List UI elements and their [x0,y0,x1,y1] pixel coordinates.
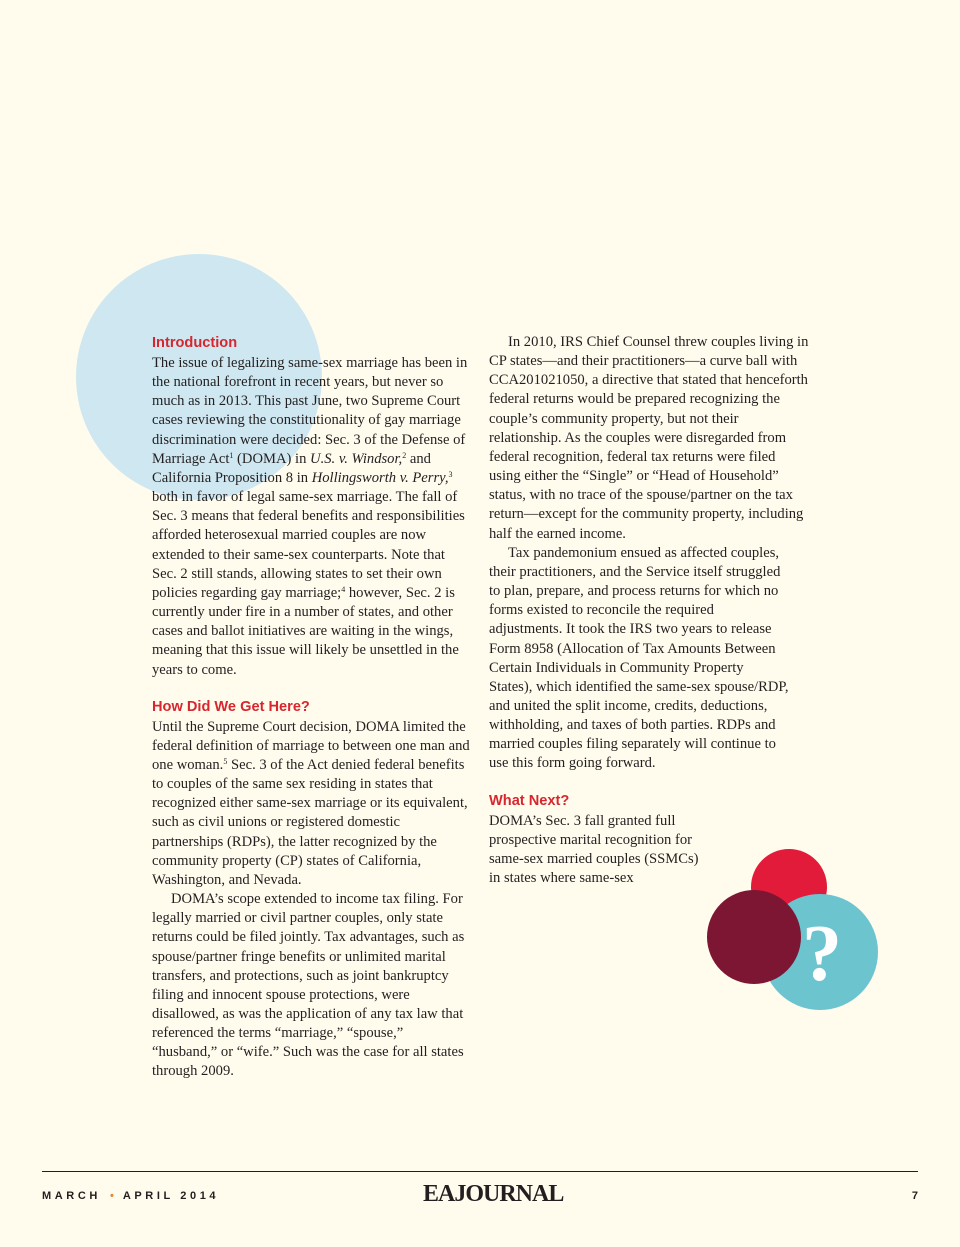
footer-divider [42,1171,918,1172]
case-windsor: U.S. v. Windsor, [310,450,403,467]
how-paragraph-1: Until the Supreme Court decision, DOMA limited the federal definition of marriage to between one man and one woman.$^5$ Sec. 3 of the Act denied federal benefits to couples of the same sex residing in states that recognized either same-sex marriage or its equivalent, such as civil unions or registered domestic partnerships (RDPs), the latter recognized by the community property (CP) states of California, Washington, and Nevada. [152,718,470,888]
section-heading-how: How Did We Get Here? [152,698,310,715]
question-mark-icon: ? [802,910,842,998]
case-perry: Hollingsworth v. Perry, [311,469,449,486]
intro-paragraph: The issue of legalizing same-sex marriage has been in the national forefront in recent years, but never so much as in 2013. This past June, two Supreme Court cases reviewing the constitutionality of gay marriage discrimination were decided: Sec. 3 of the Defense of Marriage Act$^1$ (DOMA) in U.S. v. Windsor,$^2$ and California Proposition 8 in Hollingsworth v. Perry,$^3$ both in favor of legal same-sex marriage. The fall of Sec. 3 means that federal benefits and responsibilities afforded heterosexual married couples are now extended to their same-sex counterparts. Note that Sec. 2 still stands, allowing states to set their own policies regarding gay marriage;$^4$ however, Sec. 2 is currently under fire in a number of states, and other cases and ballot initiatives are waiting in the wings, meaning that this issue will likely be unsettled in the years to come. [152,355,468,678]
right-column [489,333,809,888]
how-paragraph-4: Tax pandemonium ensued as affected couples, their practitioners, and the Service itself struggled to plan, prepare, and process returns for which no forms existed to reconcile the required adjustments. It took the IRS two years to release Form 8958 (Allocation of Tax Amounts Between Certain Individuals in Community Property States), which identified the same-sex spouse/RDP, and united the split income, credits, deductions, withholding, and taxes of both parties. RDPs and married couples filing separately will continue to use this form going forward. [489,544,789,772]
section-heading-what-next: What Next? [489,792,570,809]
section-heading-introduction: Introduction [152,335,238,351]
venn-maroon-circle [707,890,801,984]
left-column [152,333,472,1082]
venn-illustration [700,840,890,1020]
journal-logo: EAJOURNAL [423,1181,564,1207]
next-paragraph: DOMA’s Sec. 3 fall granted full prospective marital recognition for same-sex married couples (SSMCs) in states where same-sex [489,812,699,887]
page-number: 7 [911,1190,918,1202]
how-paragraph-3: In 2010, IRS Chief Counsel threw couples living in CP states—and their practitioners—a curve ball with CCA201021050, a directive that stated that henceforth federal returns would be prepared recognizing the couple’s community property, but not their relationship. As the couples were disregarded from federal recognition, federal tax returns were filed using either the “Single” or “Head of Household” status, with no trace of the spouse/partner on the tax return—except for the community property, including half the earned income. [489,334,809,542]
footer-issue-date: MARCH • APRIL 2014 [42,1190,220,1202]
how-paragraph-2: DOMA’s scope extended to income tax filing. For legally married or civil partner couples, only state returns could be filed jointly. Tax advantages, such as spouse/partner fringe benefits or unlimited marital transfers, and protections, such as joint bankruptcy filing and innocent spouse protections, were disallowed, as was the application of any tax law that referenced the terms “marriage,” “spouse,” “husband,” or “wife.” Such was the case for all states through 2009. [152,891,465,1080]
